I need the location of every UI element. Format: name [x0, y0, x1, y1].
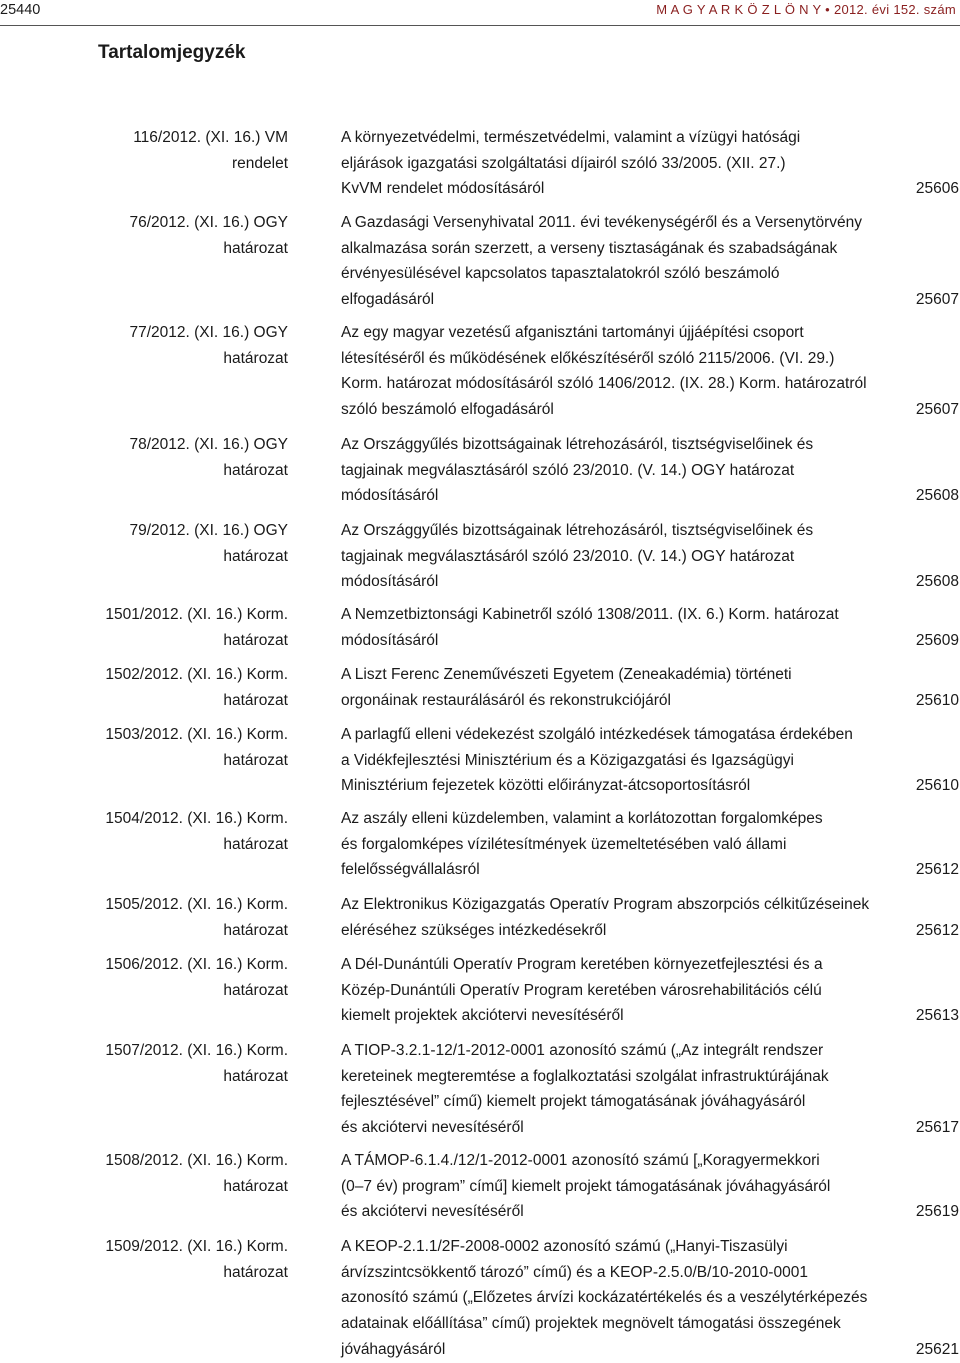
- toc-page-number: 25610: [915, 691, 959, 709]
- title-line: kereteinek megteremtése a foglalkoztatási szolgálat infrastruktúrájának: [341, 1067, 829, 1085]
- toc-entry-title: [341, 1148, 841, 1225]
- reference-line: 1502/2012. (XI. 16.) Korm.: [105, 666, 288, 683]
- reference-line: 79/2012. (XI. 16.) OGY: [129, 522, 288, 539]
- reference-line: 1506/2012. (XI. 16.) Korm.: [105, 956, 288, 973]
- toc-entry-title: [341, 722, 853, 799]
- reference-line: határozat: [223, 239, 288, 257]
- toc-entry-reference: [0, 602, 288, 653]
- toc-page-number: 25610: [915, 777, 959, 795]
- title-line: (0–7 év) program” című] kiemelt projekt támogatásának jóváhagyásáról: [341, 1177, 831, 1195]
- title-line: árvízszintcsökkentő tározó” című) és a KEOP-2.5.0/B/10-2010-0001: [341, 1263, 808, 1281]
- toc-page-number: 25606: [915, 180, 959, 198]
- reference-line: 1509/2012. (XI. 16.) Korm.: [105, 1238, 288, 1255]
- title-line: a Vidékfejlesztési Minisztérium és a Közigazgatási és Igazságügyi: [341, 751, 794, 769]
- title-line: módosításáról: [341, 573, 439, 591]
- title-line: szóló beszámoló elfogadásáról: [341, 401, 554, 419]
- title-line: jóváhagyásáról: [341, 1340, 446, 1358]
- title-line: Az Országgyűlés bizottságainak létrehozásáról, tisztségviselőinek és: [341, 436, 814, 453]
- toc-page-number: 25607: [915, 291, 959, 309]
- toc-entry-reference: [0, 1234, 288, 1285]
- title-line: A KEOP-2.1.1/2F-2008-0002 azonosító számú („Hanyi-Tiszasülyi: [341, 1238, 788, 1255]
- reference-line: 1508/2012. (XI. 16.) Korm.: [105, 1152, 288, 1169]
- toc-page-number: 25607: [915, 401, 959, 419]
- publication-header: M A G Y A R K Ö Z L Ö N Y • 2012. évi 152. szám: [656, 2, 956, 17]
- toc-entry-title: [341, 602, 841, 653]
- toc-entry-reference: [0, 210, 288, 261]
- toc-page-number: 25621: [915, 1340, 959, 1358]
- reference-line: 78/2012. (XI. 16.) OGY: [129, 436, 288, 453]
- toc-page-number: 25608: [915, 487, 959, 505]
- title-line: A Nemzetbiztonsági Kabinetről szóló 1308/2011. (IX. 6.) Korm. határozat: [341, 606, 839, 623]
- title-line: tagjainak megválasztásáról szóló 23/2010. (V. 14.) OGY határozat: [341, 461, 795, 479]
- toc-entry-reference: [0, 320, 288, 371]
- reference-line: 1501/2012. (XI. 16.) Korm.: [105, 606, 288, 623]
- title-line: módosításáról: [341, 631, 439, 649]
- title-line: A TIOP-3.2.1-12/1-2012-0001 azonosító számú („Az integrált rendszer: [341, 1042, 824, 1059]
- toc-entry-title: [341, 1234, 868, 1363]
- title-line: azonosító számú („Előzetes árvízi kockázatértékelés és a veszélytérképezés: [341, 1289, 868, 1307]
- title-line: A TÁMOP-6.1.4./12/1-2012-0001 azonosító számú [„Koragyermekkori: [341, 1152, 820, 1169]
- toc-entry-reference: [0, 952, 288, 1003]
- reference-line: határozat: [223, 691, 288, 709]
- title-line: alkalmazása során szerzett, a verseny tisztaságának és szabadságának: [341, 239, 838, 257]
- title-line: Az Országgyűlés bizottságainak létrehozásáról, tisztségviselőinek és: [341, 522, 814, 539]
- reference-line: 77/2012. (XI. 16.) OGY: [129, 324, 288, 341]
- title-line: Korm. határozat módosításáról szóló 1406/2012. (IX. 28.) Korm. határozatról: [341, 375, 867, 393]
- title-line: fejlesztésével” című) kiemelt projekt támogatásának jóváhagyásáról: [341, 1093, 806, 1111]
- title-line: KvVM rendelet módosításáról: [341, 180, 545, 198]
- toc-entry-title: [341, 518, 841, 595]
- toc-page-number: 25613: [915, 1007, 959, 1025]
- toc-entry-title: [341, 952, 841, 1029]
- toc-entry-reference: [0, 1038, 288, 1089]
- toc-entry-title: [341, 432, 841, 509]
- reference-line: 1505/2012. (XI. 16.) Korm.: [105, 896, 288, 913]
- title-line: Közép-Dunántúli Operatív Program keretében városrehabilitációs célú: [341, 981, 822, 999]
- page-title: Tartalomjegyzék: [98, 42, 246, 63]
- toc-entry-reference: [0, 1148, 288, 1199]
- title-line: létesítéséről és működésének előkészítéséről szóló 2115/2006. (VI. 29.): [341, 349, 835, 367]
- reference-line: határozat: [223, 751, 288, 769]
- toc-page-number: 25617: [915, 1119, 959, 1137]
- toc-entry-title: [341, 1038, 841, 1141]
- toc-entry-reference: [0, 892, 288, 943]
- toc-entry-title: [341, 806, 841, 883]
- toc-page-number: 25619: [915, 1203, 959, 1221]
- reference-line: határozat: [223, 1177, 288, 1195]
- title-line: és akciótervi nevesítéséről: [341, 1119, 524, 1137]
- reference-line: határozat: [223, 1263, 288, 1281]
- title-line: A környezetvédelmi, természetvédelmi, valamint a vízügyi hatósági: [341, 129, 801, 146]
- title-line: Minisztérium fejezetek közötti előirányzat-átcsoportosításról: [341, 777, 751, 795]
- title-line: eléréséhez szükséges intézkedésekről: [341, 921, 607, 939]
- title-line: adatainak előállítása” című) projektek megnövelt támogatási összegének: [341, 1315, 841, 1333]
- title-line: orgonáinak restaurálásáról és rekonstrukciójáról: [341, 691, 671, 709]
- reference-line: határozat: [223, 547, 288, 565]
- toc-page-number: 25609: [915, 631, 959, 649]
- title-line: eljárások igazgatási szolgáltatási díjairól szóló 33/2005. (XII. 27.): [341, 154, 786, 172]
- toc-entry-title: [341, 125, 841, 202]
- toc-entry-title: [341, 210, 862, 313]
- title-line: felelősségvállalásról: [341, 861, 480, 879]
- toc-entry-reference: [0, 432, 288, 483]
- title-line: Az egy magyar vezetésű afganisztáni tartományi újjáépítési csoport: [341, 324, 804, 341]
- reference-line: 1507/2012. (XI. 16.) Korm.: [105, 1042, 288, 1059]
- reference-line: határozat: [223, 921, 288, 939]
- reference-line: 76/2012. (XI. 16.) OGY: [129, 214, 288, 231]
- title-line: érvényesülésével kapcsolatos tapasztalatokról szóló beszámoló: [341, 265, 780, 283]
- reference-line: határozat: [223, 461, 288, 479]
- header-rule: [0, 25, 960, 26]
- toc-entry-title: [341, 662, 841, 713]
- reference-line: határozat: [223, 349, 288, 367]
- toc-entry-reference: [0, 518, 288, 569]
- toc-entry-reference: [0, 806, 288, 857]
- reference-line: határozat: [223, 981, 288, 999]
- reference-line: határozat: [223, 835, 288, 853]
- toc-entry-title: [341, 320, 867, 423]
- toc-entry-reference: [0, 722, 288, 773]
- title-line: A Dél-Dunántúli Operatív Program keretében környezetfejlesztési és a: [341, 956, 823, 973]
- toc-page-number: 25612: [915, 861, 959, 879]
- toc-page-number: 25608: [915, 573, 959, 591]
- title-line: A Gazdasági Versenyhivatal 2011. évi tevékenységéről és a Versenytörvény: [341, 214, 862, 231]
- title-line: A parlagfű elleni védekezést szolgáló intézkedések támogatása érdekében: [341, 726, 853, 743]
- reference-line: határozat: [223, 631, 288, 649]
- reference-line: 116/2012. (XI. 16.) VM: [133, 129, 288, 146]
- toc-entry-title: [341, 892, 870, 943]
- reference-line: rendelet: [231, 154, 288, 172]
- toc-entry-reference: [0, 125, 288, 176]
- reference-line: határozat: [223, 1067, 288, 1085]
- title-line: A Liszt Ferenc Zeneművészeti Egyetem (Zeneakadémia) történeti: [341, 666, 792, 683]
- title-line: Az aszály elleni küzdelemben, valamint a korlátozottan forgalomképes: [341, 810, 823, 827]
- title-line: és forgalomképes vízilétesítmények üzemeltetésében való állami: [341, 835, 787, 853]
- title-line: elfogadásáról: [341, 291, 435, 309]
- reference-line: 1504/2012. (XI. 16.) Korm.: [105, 810, 288, 827]
- title-line: kiemelt projektek akciótervi nevesítéséről: [341, 1007, 624, 1025]
- title-line: tagjainak megválasztásáról szóló 23/2010. (V. 14.) OGY határozat: [341, 547, 795, 565]
- toc-entry-reference: [0, 662, 288, 713]
- toc-page-number: 25612: [915, 921, 959, 939]
- page-number: 25440: [0, 2, 41, 18]
- title-line: módosításáról: [341, 487, 439, 505]
- reference-line: 1503/2012. (XI. 16.) Korm.: [105, 726, 288, 743]
- title-line: Az Elektronikus Közigazgatás Operatív Program abszorpciós célkitűzéseinek: [341, 896, 870, 913]
- title-line: és akciótervi nevesítéséről: [341, 1203, 524, 1221]
